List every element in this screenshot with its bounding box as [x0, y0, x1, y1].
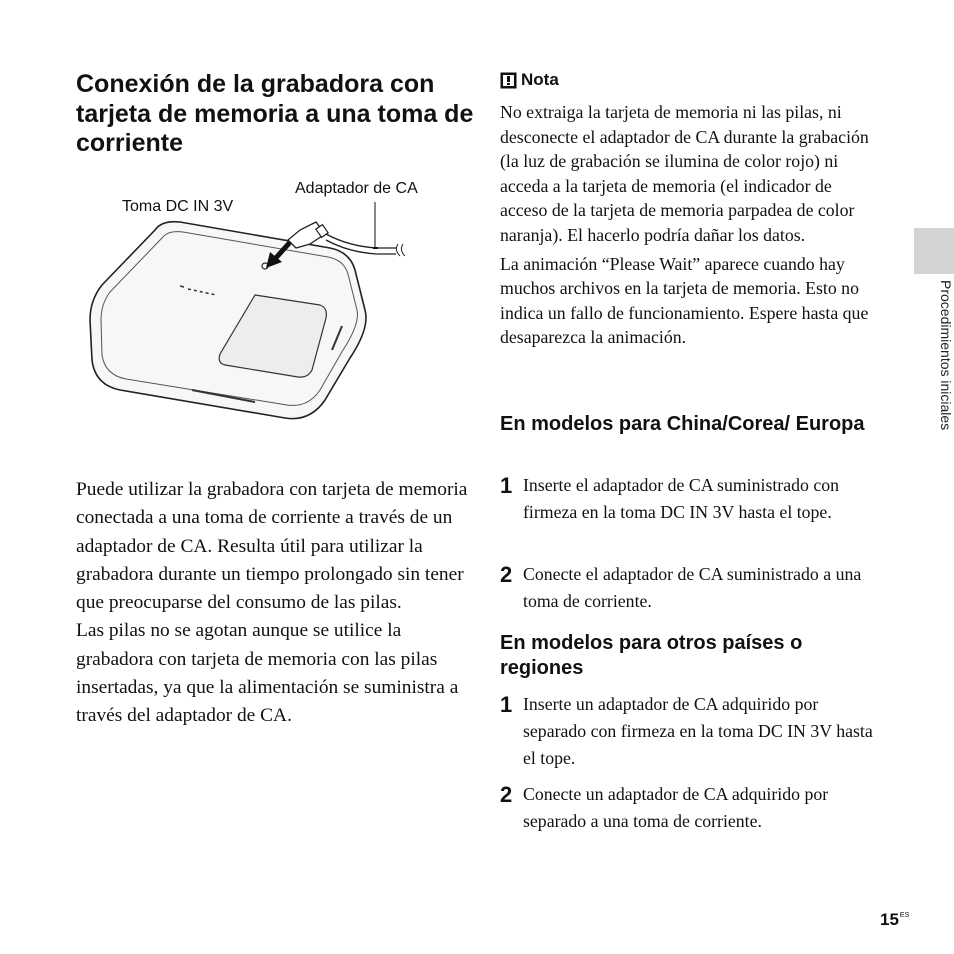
step-other-2 — [500, 781, 880, 835]
note-paragraph-1: No extraiga la tarjeta de memoria ni las pilas, ni desconecte el adaptador de CA durante la grabación (la luz de grabación se ilumina de color rojo) ni acceda a la tarjeta de memoria (el indicador de acceso de la tarjeta de memoria parpadea de color naranja). El hacerlo podría dañar los datos. — [500, 102, 869, 245]
step-other-1 — [500, 691, 880, 772]
figure-label-adapter: Adaptador de CA — [295, 180, 418, 197]
step-text: Conecte el adaptador de CA suministrado a una toma de corriente. — [523, 564, 862, 611]
section-heading-other: En modelos para otros países o regiones — [500, 632, 803, 679]
step-text: Inserte el adaptador de CA suministrado con firmeza en la toma DC IN 3V hasta el tope. — [523, 475, 840, 522]
note-icon — [500, 72, 517, 89]
note-text — [500, 100, 880, 354]
step-number: 1 — [500, 473, 513, 498]
step-number: 2 — [500, 782, 513, 807]
step-text: Conecte un adaptador de CA adquirido por separado a una toma de corriente. — [523, 784, 829, 831]
page-language: ES — [899, 912, 910, 919]
intro-paragraph-1: Puede utilizar la grabadora con tarjeta de memoria conectada a una toma de corriente a través de un adaptador de CA. Resulta útil para utilizar la grabadora durante un tiempo prolongado sin tener que preocuparse del consumo de las pilas. — [76, 479, 468, 614]
note-heading-label: Nota — [521, 70, 559, 89]
note-paragraph-2: La animación “Please Wait” aparece cuando hay muchos archivos en la tarjeta de memoria. Esto no indica un fallo de funcionamiento. Espere hasta que desaparezca la animación. — [500, 253, 869, 348]
step-number: 1 — [500, 692, 513, 717]
figure-label-dc-in: Toma DC IN 3V — [122, 198, 234, 215]
page-number — [880, 910, 908, 930]
step-number: 2 — [500, 562, 513, 587]
page-number-value: 15 — [880, 910, 899, 929]
section-heading-china: En modelos para China/Corea/ Europa — [500, 413, 865, 435]
chapter-label: Procedimientos iniciales — [938, 280, 954, 431]
note-heading — [500, 70, 559, 90]
intro-text — [76, 476, 468, 731]
page-title: Conexión de la grabadora con tarjeta de memoria a una toma de corriente — [76, 70, 474, 157]
step-text: Inserte un adaptador de CA adquirido por separado con firmeza en la toma DC IN 3V hasta el tope. — [523, 694, 873, 768]
intro-paragraph-2: Las pilas no se agotan aunque se utilice la grabadora con tarjeta de memoria con las pilas insertadas, ya que la alimentación se suministra a través del adaptador de CA. — [76, 620, 459, 727]
chapter-tab — [914, 228, 954, 274]
step-china-1 — [500, 472, 880, 526]
step-china-2 — [500, 561, 880, 615]
recorder-illustration — [80, 200, 420, 430]
